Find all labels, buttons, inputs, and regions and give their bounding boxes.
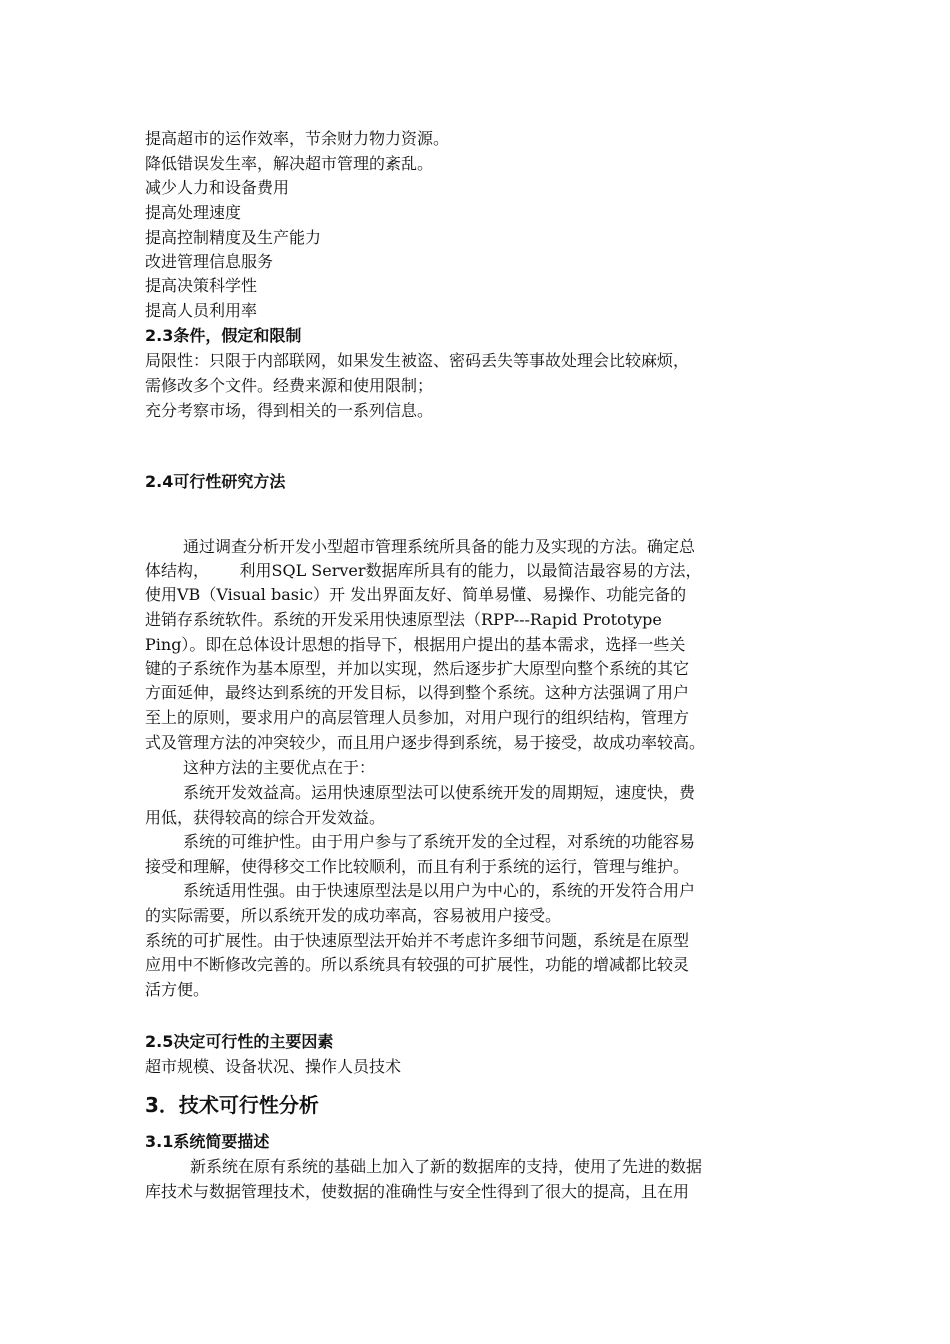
section-heading-3: 3．技术可行性分析 xyxy=(145,1093,319,1117)
paragraph-line: 系统的可扩展性。由于快速原型法开始并不考虑许多细节问题，系统是在原型 xyxy=(145,931,690,950)
paragraph-line: 使用VB（Visual basic）开 发出界面友好、简单易懂、易操作、功能完备的 xyxy=(145,585,687,604)
paragraph-line: 系统的可维护性。由于用户参与了系统开发的全过程，对系统的功能容易 xyxy=(183,832,696,851)
section-heading-2-3: 2.3条件，假定和限制 xyxy=(145,326,302,345)
text-line: 超市规模、设备状况、操作人员技术 xyxy=(145,1057,402,1076)
text-line: 局限性：只限于内部联网，如果发生被盗、密码丢失等事故处理会比较麻烦， xyxy=(145,351,690,370)
paragraph-line: Ping）。即在总体设计思想的指导下，根据用户提出的基本需求，选择一些关 xyxy=(145,635,686,654)
paragraph-line: 用低，获得较高的综合开发效益。 xyxy=(145,808,386,827)
paragraph-line xyxy=(145,608,807,632)
text-line: 提高处理速度 xyxy=(145,203,242,222)
text-line: 提高人员利用率 xyxy=(145,301,258,320)
text-line: 改进管理信息服务 xyxy=(145,252,274,271)
paragraph-line: 至上的原则，要求用户的高层管理人员参加，对用户现行的组织结构，管理方 xyxy=(145,708,690,727)
text-line: 降低错误发生率，解决超市管理的紊乱。 xyxy=(145,154,434,173)
paragraph-line: 活方便。 xyxy=(145,980,210,999)
section-heading-2-4: 2.4可行性研究方法 xyxy=(145,472,286,491)
text-line: 提高超市的运作效率，节余财力物力资源。 xyxy=(145,129,450,148)
paragraph-line: 方面延伸，最终达到系统的开发目标，以得到整个系统。这种方法强调了用户 xyxy=(145,683,690,702)
paragraph-line: 接受和理解，使得移交工作比较顺利，而且有利于系统的运行，管理与维护。 xyxy=(145,857,690,876)
paragraph-line-text: 进销存系统软件。系统的开发采用快速原型法（RPP---Rapid Prototype xyxy=(145,610,662,629)
paragraph-line: 新系统在原有系统的基础上加入了新的数据库的支持，使用了先进的数据 xyxy=(190,1157,703,1176)
subsection-heading-3-1: 3.1系统简要描述 xyxy=(145,1132,270,1151)
paragraph-line: 系统适用性强。由于快速原型法是以用户为中心的，系统的开发符合用户 xyxy=(183,881,696,900)
text-line: 提高决策科学性 xyxy=(145,276,258,295)
paragraph-line: 库技术与数据管理技术，使数据的准确性与安全性得到了很大的提高，且在用 xyxy=(145,1182,690,1201)
paragraph-line: 这种方法的主要优点在于： xyxy=(183,758,376,777)
paragraph-line: 的实际需要，所以系统开发的成功率高，容易被用户接受。 xyxy=(145,906,562,925)
text-line: 减少人力和设备费用 xyxy=(145,178,290,197)
paragraph-line: 体结构， 利用SQL Server数据库所具有的能力，以最简洁最容易的方法， xyxy=(145,561,702,580)
paragraph-line: 系统开发效益高。运用快速原型法可以使系统开发的周期短，速度快，费 xyxy=(183,783,696,802)
paragraph-line: 式及管理方法的冲突较少，而且用户逐步得到系统，易于接受，故成功率较高。 xyxy=(145,733,706,752)
text-line: 需修改多个文件。经费来源和使用限制； xyxy=(145,376,434,395)
text-line: 提高控制精度及生产能力 xyxy=(145,228,322,247)
section-heading-2-5: 2.5决定可行性的主要因素 xyxy=(145,1032,334,1051)
paragraph-line: 应用中不断修改完善的。所以系统具有较强的可扩展性，功能的增减都比较灵 xyxy=(145,955,690,974)
paragraph-line: 键的子系统作为基本原型，并加以实现，然后逐步扩大原型向整个系统的其它 xyxy=(145,659,690,678)
paragraph-line: 通过调查分析开发小型超市管理系统所具备的能力及实现的方法。确定总 xyxy=(183,537,696,556)
text-line: 充分考察市场，得到相关的一系列信息。 xyxy=(145,401,434,420)
